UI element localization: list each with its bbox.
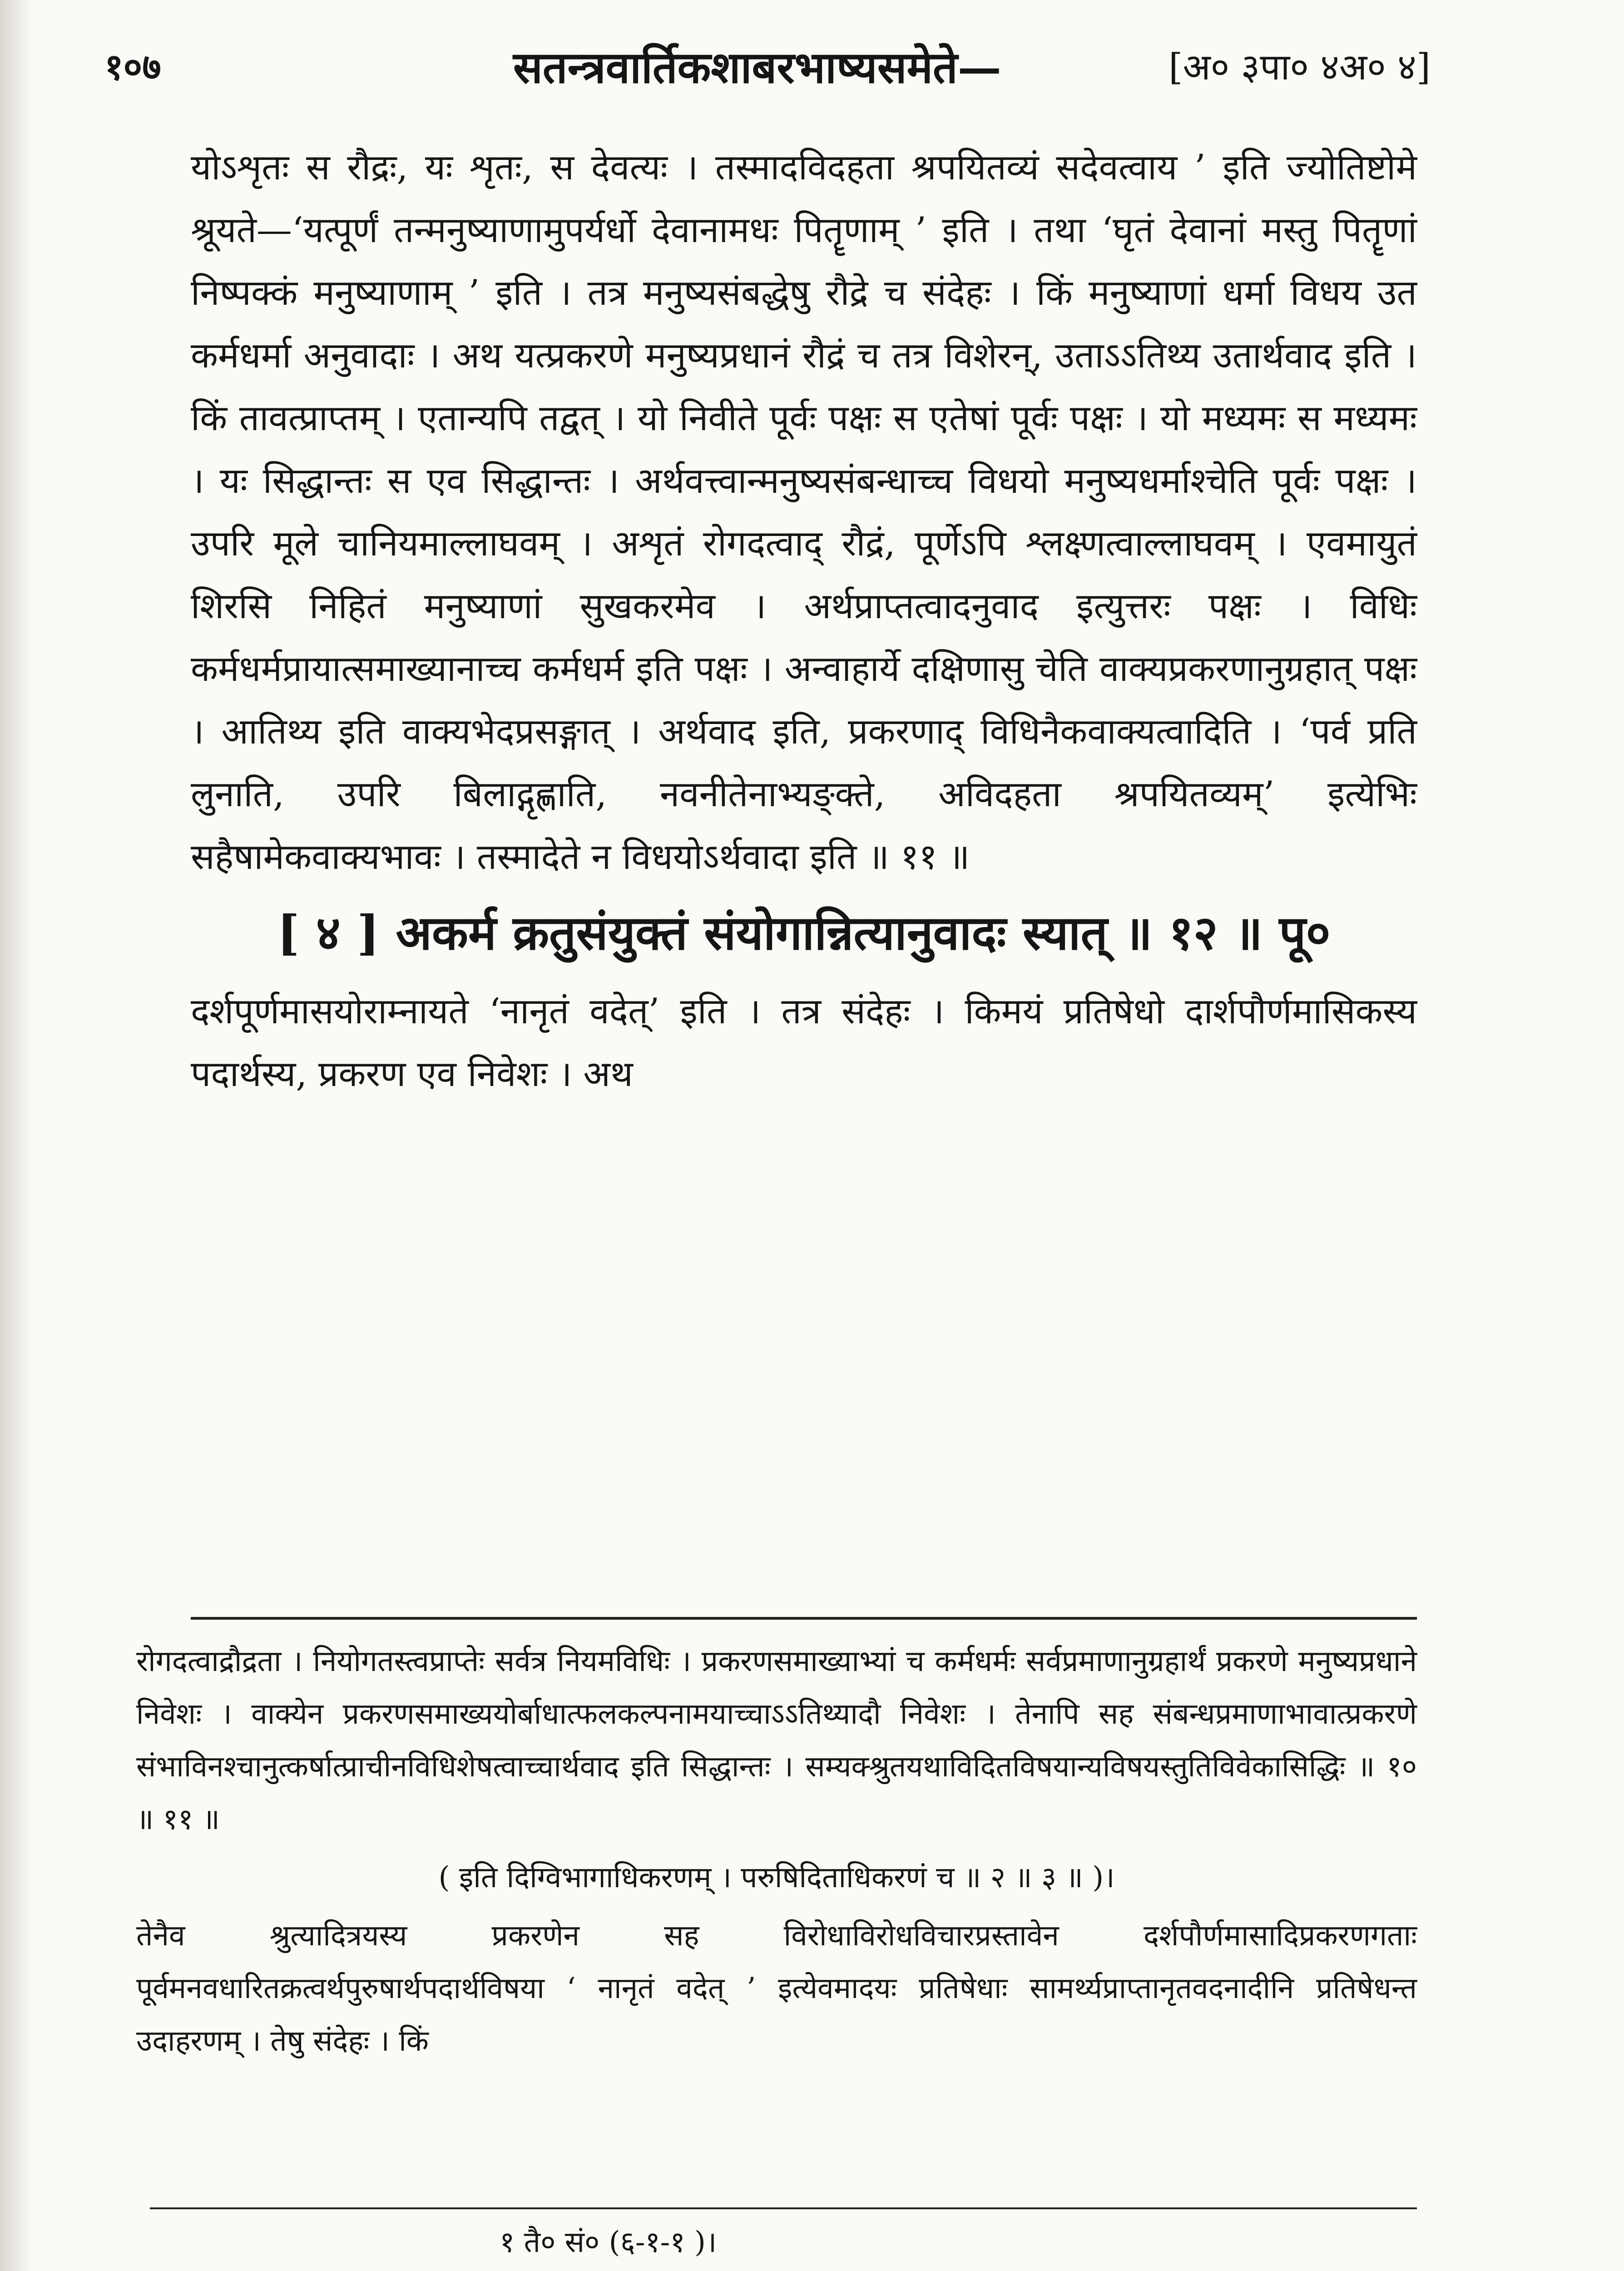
sutra-number: [ ४ ] (277, 905, 380, 961)
page-number: १०७ (104, 45, 161, 88)
main-paragraph-2: दर्शपूर्णमासयोराम्नायते ‘नानृतं वदेत्’ इति । तत्र संदेहः । किमयं प्रतिषेधो दार्शपौर्णमासिकस्य पदार्थस्य, प्रकरण एव निवेशः । अथ (191, 991, 1417, 1095)
header-reference: [अ० ३पा० ४अ० ४] (1168, 46, 1431, 88)
main-paragraph-1: योऽशृतः स रौद्रः, यः शृतः, स देवत्यः । तस्मादविदहता श्रपयितव्यं सदेवत्वाय ’ इति ज्योतिष्टोमे श्रूयते—‘यत्पूर्णं तन्मनुष्याणामुपर्यर्धो देवानामधः पितॄणाम् ’ इति । तथा ‘घृतं देवानां मस्तु पितॄणां निष्पक्कं मनुष्याणाम् ’ इति । तत्र मनुष्यसंबद्धेषु रौद्रे च संदेहः । किं मनुष्याणां धर्मा विधय उत कर्मधर्मा अनुवादाः । अथ यत्प्रकरणे मनुष्यप्रधानं रौद्रं च तत्र विशेरन्, उताऽऽतिथ्य उतार्थवाद इति । किं तावत्प्राप्तम् । एतान्यपि तद्वत् । यो निवीते पूर्वः पक्षः स एतेषां पूर्वः पक्षः । यो मध्यमः स मध्यमः । यः सिद्धान्तः स एव सिद्धान्तः । अर्थवत्त्वान्मनुष्यसंबन्धाच्च विधयो मनुष्यधर्माश्चेति पूर्वः पक्षः । उपरि मूले चानियमाल्लाघवम् । अशृतं रोगदत्वाद् रौद्रं, पूर्णेऽपि श्लक्ष्णत्वाल्लाघवम् । एवमायुतं शिरसि निहितं मनुष्याणां सुखकरमेव । अर्थप्राप्तत्वादनुवाद इत्युत्तरः पक्षः । विधिः कर्मधर्मप्रायात्समाख्यानाच्च कर्मधर्म इति पक्षः । अन्वाहार्ये दक्षिणासु चेति वाक्यप्रकरणानुग्रहात् पक्षः । आतिथ्य इति वाक्यभेदप्रसङ्गात् । अर्थवाद इति, प्रकरणाद् विधिनैकवाक्यत्वादिति । ‘पर्व प्रति लुनाति, उपरि बिलाद्गृह्णाति, नवनीतेनाभ्यङ्क्ते, अविदहता श्रपयितव्यम्’ इत्येभिः सहैषामेकवाक्यभावः । तस्मादेते न विधयोऽर्थवादा इति ॥ ११ ॥ (191, 147, 1417, 878)
notes-paragraph-2: तेनैव श्रुत्यादित्रयस्य प्रकरणेन सह विरोधाविरोधविचारप्रस्तावेन दर्शपौर्णमासादिप्रकरणगताः पूर्वमनवधारितक्रत्वर्थपुरुषार्थपदार्थविषया ‘ नानृतं वदेत् ’ इत्येवमादयः प्रतिषेधाः सामर्थ्यप्राप्तानृतवदनादीनि प्रतिषेधन्त उदाहरणम् । तेषु संदेहः । किं (136, 1919, 1417, 2058)
notes-adhikarana-end: ( इति दिग्विभागाधिकरणम् । परुषिदिताधिकरणं च ॥ २ ॥ ३ ॥ )। (438, 1861, 1115, 1894)
divider-rule (191, 1617, 1417, 1620)
page-edge-shadow (0, 0, 32, 2271)
footnote: १ तै० सं० (६-१-१ )। (500, 2226, 717, 2259)
footnote-rule (150, 2207, 1417, 2209)
running-header (104, 32, 1431, 100)
header-title: सतन्त्रवार्तिकशाबरभाष्यसमेते— (513, 42, 1001, 93)
sutra-text: अकर्म क्रतुसंयुक्तं संयोगान्नित्यानुवादः स्यात् ॥ १२ ॥ पू० (396, 905, 1331, 961)
main-text (191, 136, 1417, 1116)
commentary-notes (136, 1635, 1417, 2073)
sutra-heading (191, 899, 1417, 967)
notes-paragraph-1: रोगदत्वाद्रौद्रता । नियोगतस्त्वप्राप्तेः सर्वत्र नियमविधिः । प्रकरणसमाख्याभ्यां च कर्मधर्मः सर्वप्रमाणानुग्रहार्थं प्रकरणे मनुष्यप्रधाने निवेशः । वाक्येन प्रकरणसमाख्ययोर्बाधात्फलकल्पनामयाच्चाऽऽतिथ्यादौ निवेशः । तेनापि सह संबन्धप्रमाणाभावात्प्रकरणे संभाविनश्चानुत्कर्षात्प्राचीनविधिशेषत्वाच्चार्थवाद इति सिद्धान्तः । सम्यक्श्रुतयथाविदितविषयान्यविषयस्तुतिविवेकासिद्धिः ॥ १० ॥ ११ ॥ (136, 1645, 1417, 1836)
